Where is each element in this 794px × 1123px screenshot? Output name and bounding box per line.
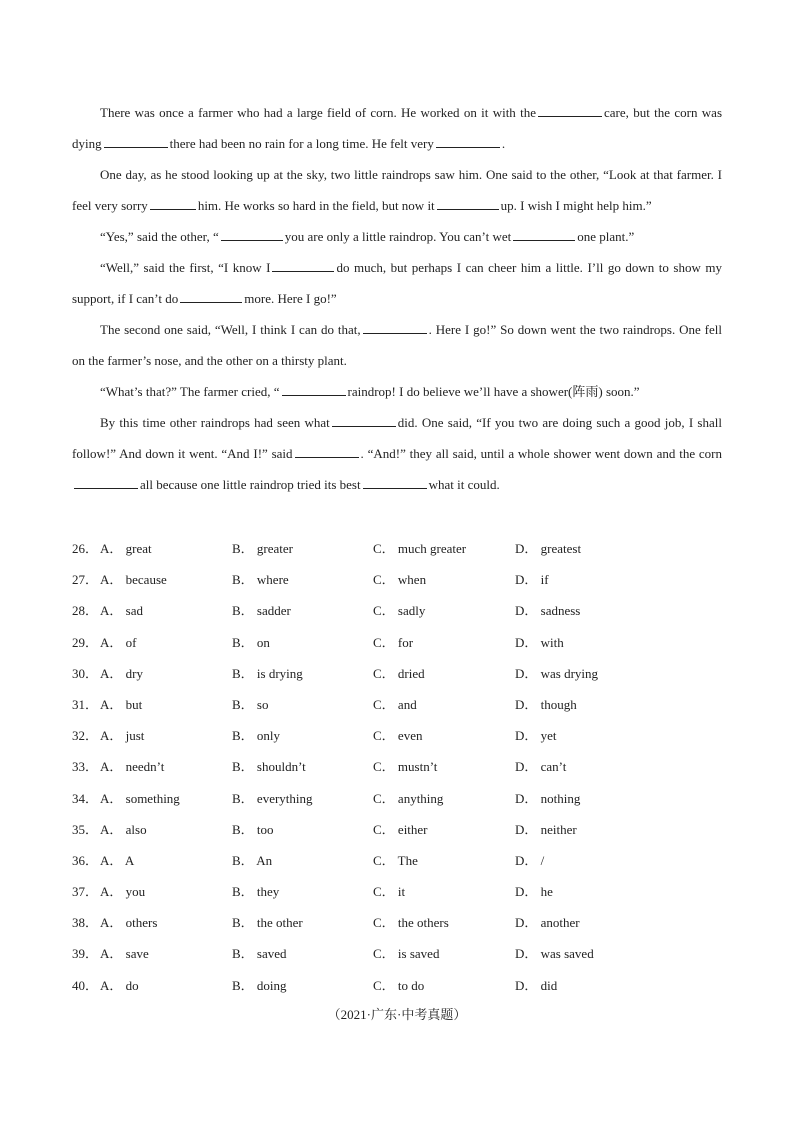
option-d[interactable]: D． sadness [515,603,581,619]
option-d[interactable]: D． nothing [515,790,581,806]
question-row [72,564,722,595]
option-b[interactable]: B． on [232,634,270,650]
blank-32 [513,226,575,241]
option-c[interactable]: C． and [373,696,417,712]
question-number: 39． [72,946,99,962]
option-c[interactable]: C． is saved [373,946,440,962]
passage-text: there had been no rain for a long time. He felt very [169,136,434,151]
question-row [72,783,722,814]
passage-text: more. Here I go!” [244,291,337,306]
passage-text: you are only a little raindrop. You can’t wet [284,229,512,244]
option-a[interactable]: A． you [100,884,146,900]
option-d[interactable]: D． yet [515,728,557,744]
option-d[interactable]: D． he [515,884,553,900]
question-number: 35． [72,821,99,837]
blank-33 [272,257,334,272]
option-a[interactable]: A． of [100,634,137,650]
option-c[interactable]: C． dried [373,665,425,681]
blank-31 [221,226,283,241]
question-row [72,751,722,782]
question-row [72,658,722,689]
option-b[interactable]: B． sadder [232,603,291,619]
paragraph-6 [72,376,722,407]
option-d[interactable]: D． was drying [515,665,599,681]
question-number: 34． [72,790,99,806]
option-b[interactable]: B． the other [232,915,303,931]
option-b[interactable]: B． An [232,852,273,868]
blank-27 [104,133,168,148]
option-a[interactable]: A． but [100,696,143,712]
option-b[interactable]: B． shouldn’t [232,759,306,775]
option-d[interactable]: D． another [515,915,580,931]
option-c[interactable]: C． it [373,884,406,900]
option-c[interactable]: C． anything [373,790,444,806]
question-row [72,627,722,658]
passage-text: There was once a farmer who had a large field of corn. He worked on it with the [100,105,537,120]
paragraph-5 [72,314,722,376]
option-a[interactable]: A． great [100,541,152,556]
option-b[interactable]: B． everything [232,790,313,806]
blank-37 [332,412,396,427]
option-c[interactable]: C． to do [373,977,425,993]
question-row [72,595,722,626]
option-a[interactable]: A． needn’t [100,759,165,775]
blank-39 [74,474,138,489]
paragraph-4 [72,252,722,314]
option-a[interactable]: A． also [100,821,147,837]
blank-35 [363,319,427,334]
blank-34 [180,288,242,303]
passage-text: did. One said, “If you two are doing such a good job, I shall follow!” And down it went. “And I!” said [72,415,722,461]
option-d[interactable]: D． was saved [515,946,594,962]
question-number: 27． [72,572,99,588]
option-a[interactable]: A． A [100,852,135,868]
question-row [72,876,722,907]
option-d[interactable]: D． though [515,696,577,712]
option-b[interactable]: B． doing [232,977,287,993]
option-b[interactable]: B． saved [232,946,287,962]
option-d[interactable]: D． neither [515,821,577,837]
passage-text: up. I wish I might help him.” [500,198,652,213]
question-number: 32． [72,728,99,744]
option-c[interactable]: C． even [373,728,423,744]
option-b[interactable]: B． is drying [232,665,303,681]
option-d[interactable]: D． can’t [515,759,567,775]
option-b[interactable]: B． where [232,572,289,588]
option-d[interactable]: D． / [515,852,545,868]
blank-36 [282,381,346,396]
question-number: 37． [72,884,99,900]
question-row [72,845,722,876]
passage-text: . Here I go!” So down went the two raindrops. One fell on the farmer’s nose, and the other on a thirsty plant. [72,322,722,368]
option-d[interactable]: D． with [515,634,564,650]
option-d[interactable]: D． if [515,572,549,588]
paragraph-1 [72,97,722,159]
question-number: 30． [72,665,99,681]
option-c[interactable]: C． The [373,852,418,868]
question-number: 29． [72,634,99,650]
option-a[interactable]: A． because [100,572,167,588]
passage-text: what it could. [428,477,500,492]
paragraph-3 [72,221,722,252]
source-caption: （2021·广东·中考真题） [327,1007,467,1022]
question-number: 31． [72,696,99,712]
question-row [72,689,722,720]
passage-text: him. He works so hard in the field, but now it [197,198,435,213]
passage-text: do much, but perhaps I can cheer him a little. I’ll go down to show my support, if I can’t do [72,260,723,306]
blank-28 [436,133,500,148]
passage-text: The second one said, “Well, I think I can do that, [100,322,361,337]
blank-40 [363,474,427,489]
option-b[interactable]: B． greater [232,541,294,556]
answer-options [72,533,722,1001]
question-number: 38． [72,915,99,931]
option-a[interactable]: A． others [100,915,158,931]
option-a[interactable]: A． something [100,790,180,806]
passage-text: By this time other raindrops had seen what [100,415,330,430]
question-number: 40． [72,977,99,993]
passage-text: “What’s that?” The farmer cried, “ [100,384,280,399]
option-c[interactable]: C． the others [373,915,449,931]
paragraph-7 [72,407,722,500]
question-row [72,720,722,751]
option-c[interactable]: C． sadly [373,603,426,619]
option-c[interactable]: C． much greater [373,541,467,556]
passage-text: raindrop! I do believe we’ll have a shower(阵雨) soon.” [347,384,640,399]
question-row [72,938,722,969]
question-row [72,907,722,938]
passage-text: all because one little raindrop tried its best [140,477,361,492]
passage-text: One day, as he stood looking up at the sky, two little raindrops saw him. One said to the other, “Look at that farmer. I feel very sorry [72,167,722,213]
option-d[interactable]: D． greatest [515,541,582,556]
blank-30 [437,195,499,210]
question-number: 33． [72,759,99,775]
option-a[interactable]: A． dry [100,665,143,681]
option-b[interactable]: B． only [232,728,281,744]
option-a[interactable]: A． sad [100,603,143,619]
passage-text: care, but the corn was dying [72,105,723,151]
option-d[interactable]: D． did [515,977,558,993]
question-number: 26． [72,541,99,556]
blank-38 [295,443,359,458]
option-c[interactable]: C． for [373,634,414,650]
paragraph-2 [72,159,722,221]
passage-text: . “And!” they all said, until a whole shower went down and the corn [360,446,722,461]
question-row [72,533,722,564]
question-row [72,814,722,845]
option-c[interactable]: C． mustn’t [373,759,438,775]
blank-26 [538,102,602,117]
passage-text: “Yes,” said the other, “ [100,229,219,244]
option-a[interactable]: A． save [100,946,149,962]
question-number: 36． [72,852,99,868]
option-a[interactable]: A． do [100,977,139,993]
option-b[interactable]: B． too [232,821,274,837]
option-c[interactable]: C． either [373,821,428,837]
cloze-passage [72,97,722,500]
option-c[interactable]: C． when [373,572,427,588]
passage-text: . [501,136,506,151]
question-number: 28． [72,603,99,619]
passage-text: one plant.” [577,229,635,244]
blank-29 [150,195,196,210]
passage-text: “Well,” said the first, “I know I [100,260,271,275]
option-a[interactable]: A． just [100,728,145,744]
option-b[interactable]: B． they [232,884,280,900]
question-row [72,970,722,1001]
option-b[interactable]: B． so [232,696,269,712]
